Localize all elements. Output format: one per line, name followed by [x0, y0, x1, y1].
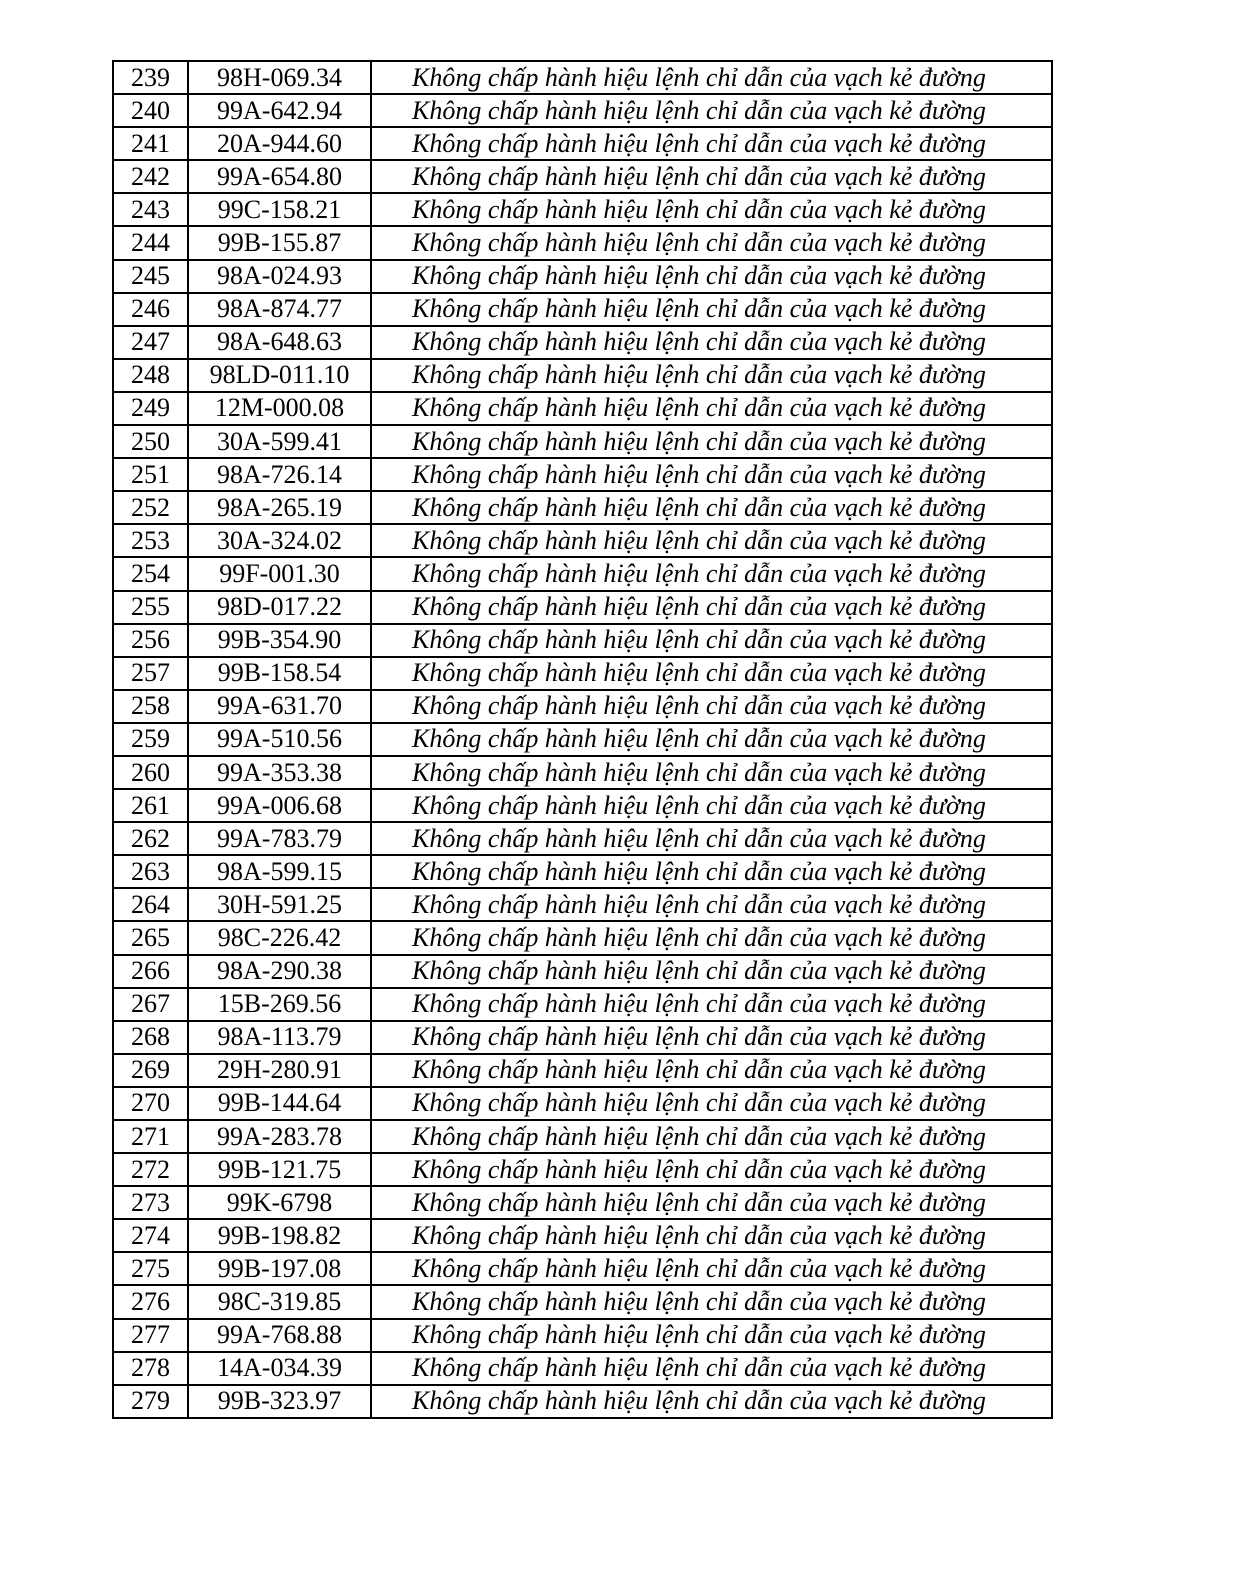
row-number-cell: 278	[113, 1352, 188, 1385]
row-number-cell: 261	[113, 789, 188, 822]
violations-table	[112, 60, 1053, 1419]
license-plate-cell: 30A-324.02	[188, 524, 371, 557]
row-number-cell: 248	[113, 359, 188, 392]
violation-description-cell: Không chấp hành hiệu lệnh chỉ dẫn của vạch kẻ đường	[371, 359, 1052, 392]
row-number-cell: 265	[113, 921, 188, 954]
table-row	[113, 921, 1052, 954]
table-row	[113, 293, 1052, 326]
license-plate-cell: 98D-017.22	[188, 591, 371, 624]
license-plate-cell: 99A-768.88	[188, 1319, 371, 1352]
violation-description-cell: Không chấp hành hiệu lệnh chỉ dẫn của vạch kẻ đường	[371, 921, 1052, 954]
license-plate-cell: 99A-510.56	[188, 723, 371, 756]
table-row	[113, 94, 1052, 127]
table-row	[113, 1120, 1052, 1153]
license-plate-cell: 98A-599.15	[188, 855, 371, 888]
license-plate-cell: 30H-591.25	[188, 888, 371, 921]
row-number-cell: 264	[113, 888, 188, 921]
license-plate-cell: 98H-069.34	[188, 61, 371, 94]
table-row	[113, 491, 1052, 524]
violation-description-cell: Không chấp hành hiệu lệnh chỉ dẫn của vạch kẻ đường	[371, 955, 1052, 988]
violation-description-cell: Không chấp hành hiệu lệnh chỉ dẫn của vạch kẻ đường	[371, 855, 1052, 888]
license-plate-cell: 99B-198.82	[188, 1219, 371, 1252]
row-number-cell: 260	[113, 756, 188, 789]
violation-description-cell: Không chấp hành hiệu lệnh chỉ dẫn của vạch kẻ đường	[371, 888, 1052, 921]
table-row	[113, 160, 1052, 193]
violation-description-cell: Không chấp hành hiệu lệnh chỉ dẫn của vạch kẻ đường	[371, 1385, 1052, 1418]
table-row	[113, 392, 1052, 425]
table-row	[113, 955, 1052, 988]
violation-description-cell: Không chấp hành hiệu lệnh chỉ dẫn của vạch kẻ đường	[371, 425, 1052, 458]
license-plate-cell: 30A-599.41	[188, 425, 371, 458]
table-row	[113, 1352, 1052, 1385]
violation-description-cell: Không chấp hành hiệu lệnh chỉ dẫn của vạch kẻ đường	[371, 1319, 1052, 1352]
license-plate-cell: 14A-034.39	[188, 1352, 371, 1385]
violation-description-cell: Không chấp hành hiệu lệnh chỉ dẫn của vạch kẻ đường	[371, 591, 1052, 624]
table-row	[113, 1385, 1052, 1418]
row-number-cell: 241	[113, 127, 188, 160]
row-number-cell: 259	[113, 723, 188, 756]
violation-description-cell: Không chấp hành hiệu lệnh chỉ dẫn của vạch kẻ đường	[371, 1352, 1052, 1385]
violation-description-cell: Không chấp hành hiệu lệnh chỉ dẫn của vạch kẻ đường	[371, 1021, 1052, 1054]
violation-description-cell: Không chấp hành hiệu lệnh chỉ dẫn của vạch kẻ đường	[371, 822, 1052, 855]
license-plate-cell: 98C-226.42	[188, 921, 371, 954]
violation-description-cell: Không chấp hành hiệu lệnh chỉ dẫn của vạch kẻ đường	[371, 193, 1052, 226]
table-row	[113, 888, 1052, 921]
violation-description-cell: Không chấp hành hiệu lệnh chỉ dẫn của vạch kẻ đường	[371, 326, 1052, 359]
table-row	[113, 624, 1052, 657]
row-number-cell: 253	[113, 524, 188, 557]
row-number-cell: 262	[113, 822, 188, 855]
row-number-cell: 275	[113, 1252, 188, 1285]
license-plate-cell: 98A-290.38	[188, 955, 371, 988]
table-row	[113, 988, 1052, 1021]
row-number-cell: 244	[113, 226, 188, 259]
violation-description-cell: Không chấp hành hiệu lệnh chỉ dẫn của vạch kẻ đường	[371, 260, 1052, 293]
table-row	[113, 756, 1052, 789]
table-row	[113, 822, 1052, 855]
table-row	[113, 1153, 1052, 1186]
violation-description-cell: Không chấp hành hiệu lệnh chỉ dẫn của vạch kẻ đường	[371, 1285, 1052, 1318]
license-plate-cell: 98A-648.63	[188, 326, 371, 359]
violation-description-cell: Không chấp hành hiệu lệnh chỉ dẫn của vạch kẻ đường	[371, 226, 1052, 259]
table-row	[113, 359, 1052, 392]
license-plate-cell: 20A-944.60	[188, 127, 371, 160]
license-plate-cell: 99B-197.08	[188, 1252, 371, 1285]
table-row	[113, 690, 1052, 723]
row-number-cell: 255	[113, 591, 188, 624]
row-number-cell: 242	[113, 160, 188, 193]
violation-description-cell: Không chấp hành hiệu lệnh chỉ dẫn của vạch kẻ đường	[371, 1087, 1052, 1120]
row-number-cell: 240	[113, 94, 188, 127]
table-row	[113, 657, 1052, 690]
violation-description-cell: Không chấp hành hiệu lệnh chỉ dẫn của vạch kẻ đường	[371, 624, 1052, 657]
row-number-cell: 270	[113, 1087, 188, 1120]
violation-description-cell: Không chấp hành hiệu lệnh chỉ dẫn của vạch kẻ đường	[371, 657, 1052, 690]
row-number-cell: 251	[113, 458, 188, 491]
row-number-cell: 245	[113, 260, 188, 293]
table-row	[113, 1319, 1052, 1352]
table-row	[113, 524, 1052, 557]
table-row	[113, 1219, 1052, 1252]
license-plate-cell: 99B-323.97	[188, 1385, 371, 1418]
row-number-cell: 256	[113, 624, 188, 657]
violation-description-cell: Không chấp hành hiệu lệnh chỉ dẫn của vạch kẻ đường	[371, 690, 1052, 723]
row-number-cell: 258	[113, 690, 188, 723]
table-row	[113, 61, 1052, 94]
license-plate-cell: 98A-024.93	[188, 260, 371, 293]
violation-description-cell: Không chấp hành hiệu lệnh chỉ dẫn của vạch kẻ đường	[371, 1153, 1052, 1186]
violation-description-cell: Không chấp hành hiệu lệnh chỉ dẫn của vạch kẻ đường	[371, 756, 1052, 789]
row-number-cell: 272	[113, 1153, 188, 1186]
license-plate-cell: 99C-158.21	[188, 193, 371, 226]
table-row	[113, 723, 1052, 756]
violation-description-cell: Không chấp hành hiệu lệnh chỉ dẫn của vạch kẻ đường	[371, 392, 1052, 425]
license-plate-cell: 98A-874.77	[188, 293, 371, 326]
table-row	[113, 226, 1052, 259]
table-row	[113, 1252, 1052, 1285]
row-number-cell: 263	[113, 855, 188, 888]
table-row	[113, 127, 1052, 160]
violation-description-cell: Không chấp hành hiệu lệnh chỉ dẫn của vạch kẻ đường	[371, 557, 1052, 590]
violation-description-cell: Không chấp hành hiệu lệnh chỉ dẫn của vạch kẻ đường	[371, 293, 1052, 326]
violation-description-cell: Không chấp hành hiệu lệnh chỉ dẫn của vạch kẻ đường	[371, 524, 1052, 557]
table-row	[113, 1054, 1052, 1087]
violation-description-cell: Không chấp hành hiệu lệnh chỉ dẫn của vạch kẻ đường	[371, 127, 1052, 160]
table-row	[113, 326, 1052, 359]
row-number-cell: 247	[113, 326, 188, 359]
row-number-cell: 257	[113, 657, 188, 690]
table-row	[113, 193, 1052, 226]
table-row	[113, 1087, 1052, 1120]
table-row	[113, 855, 1052, 888]
violation-description-cell: Không chấp hành hiệu lệnh chỉ dẫn của vạch kẻ đường	[371, 723, 1052, 756]
table-row	[113, 591, 1052, 624]
row-number-cell: 271	[113, 1120, 188, 1153]
row-number-cell: 273	[113, 1186, 188, 1219]
row-number-cell: 267	[113, 988, 188, 1021]
row-number-cell: 279	[113, 1385, 188, 1418]
table-row	[113, 260, 1052, 293]
license-plate-cell: 29H-280.91	[188, 1054, 371, 1087]
row-number-cell: 276	[113, 1285, 188, 1318]
violation-description-cell: Không chấp hành hiệu lệnh chỉ dẫn của vạch kẻ đường	[371, 1252, 1052, 1285]
violation-description-cell: Không chấp hành hiệu lệnh chỉ dẫn của vạch kẻ đường	[371, 1186, 1052, 1219]
table-row	[113, 425, 1052, 458]
violation-description-cell: Không chấp hành hiệu lệnh chỉ dẫn của vạch kẻ đường	[371, 789, 1052, 822]
violation-description-cell: Không chấp hành hiệu lệnh chỉ dẫn của vạch kẻ đường	[371, 491, 1052, 524]
row-number-cell: 249	[113, 392, 188, 425]
license-plate-cell: 99A-642.94	[188, 94, 371, 127]
violations-table-body	[113, 61, 1052, 1418]
license-plate-cell: 99A-654.80	[188, 160, 371, 193]
license-plate-cell: 99B-354.90	[188, 624, 371, 657]
row-number-cell: 277	[113, 1319, 188, 1352]
violation-description-cell: Không chấp hành hiệu lệnh chỉ dẫn của vạch kẻ đường	[371, 1120, 1052, 1153]
violation-description-cell: Không chấp hành hiệu lệnh chỉ dẫn của vạch kẻ đường	[371, 61, 1052, 94]
row-number-cell: 274	[113, 1219, 188, 1252]
row-number-cell: 252	[113, 491, 188, 524]
row-number-cell: 243	[113, 193, 188, 226]
violation-description-cell: Không chấp hành hiệu lệnh chỉ dẫn của vạch kẻ đường	[371, 458, 1052, 491]
license-plate-cell: 98LD-011.10	[188, 359, 371, 392]
violation-description-cell: Không chấp hành hiệu lệnh chỉ dẫn của vạch kẻ đường	[371, 1219, 1052, 1252]
violation-description-cell: Không chấp hành hiệu lệnh chỉ dẫn của vạch kẻ đường	[371, 160, 1052, 193]
table-row	[113, 1285, 1052, 1318]
table-row	[113, 1186, 1052, 1219]
license-plate-cell: 99B-144.64	[188, 1087, 371, 1120]
license-plate-cell: 98C-319.85	[188, 1285, 371, 1318]
license-plate-cell: 98A-726.14	[188, 458, 371, 491]
row-number-cell: 250	[113, 425, 188, 458]
license-plate-cell: 99A-353.38	[188, 756, 371, 789]
row-number-cell: 239	[113, 61, 188, 94]
violation-description-cell: Không chấp hành hiệu lệnh chỉ dẫn của vạch kẻ đường	[371, 94, 1052, 127]
license-plate-cell: 99A-283.78	[188, 1120, 371, 1153]
license-plate-cell: 99B-121.75	[188, 1153, 371, 1186]
license-plate-cell: 99B-155.87	[188, 226, 371, 259]
license-plate-cell: 99A-631.70	[188, 690, 371, 723]
table-row	[113, 789, 1052, 822]
license-plate-cell: 15B-269.56	[188, 988, 371, 1021]
license-plate-cell: 99F-001.30	[188, 557, 371, 590]
table-row	[113, 557, 1052, 590]
violation-description-cell: Không chấp hành hiệu lệnh chỉ dẫn của vạch kẻ đường	[371, 1054, 1052, 1087]
license-plate-cell: 99A-783.79	[188, 822, 371, 855]
table-row	[113, 1021, 1052, 1054]
row-number-cell: 246	[113, 293, 188, 326]
row-number-cell: 268	[113, 1021, 188, 1054]
row-number-cell: 266	[113, 955, 188, 988]
license-plate-cell: 98A-113.79	[188, 1021, 371, 1054]
license-plate-cell: 99B-158.54	[188, 657, 371, 690]
table-row	[113, 458, 1052, 491]
license-plate-cell: 12M-000.08	[188, 392, 371, 425]
row-number-cell: 254	[113, 557, 188, 590]
license-plate-cell: 98A-265.19	[188, 491, 371, 524]
license-plate-cell: 99A-006.68	[188, 789, 371, 822]
license-plate-cell: 99K-6798	[188, 1186, 371, 1219]
violation-description-cell: Không chấp hành hiệu lệnh chỉ dẫn của vạch kẻ đường	[371, 988, 1052, 1021]
row-number-cell: 269	[113, 1054, 188, 1087]
